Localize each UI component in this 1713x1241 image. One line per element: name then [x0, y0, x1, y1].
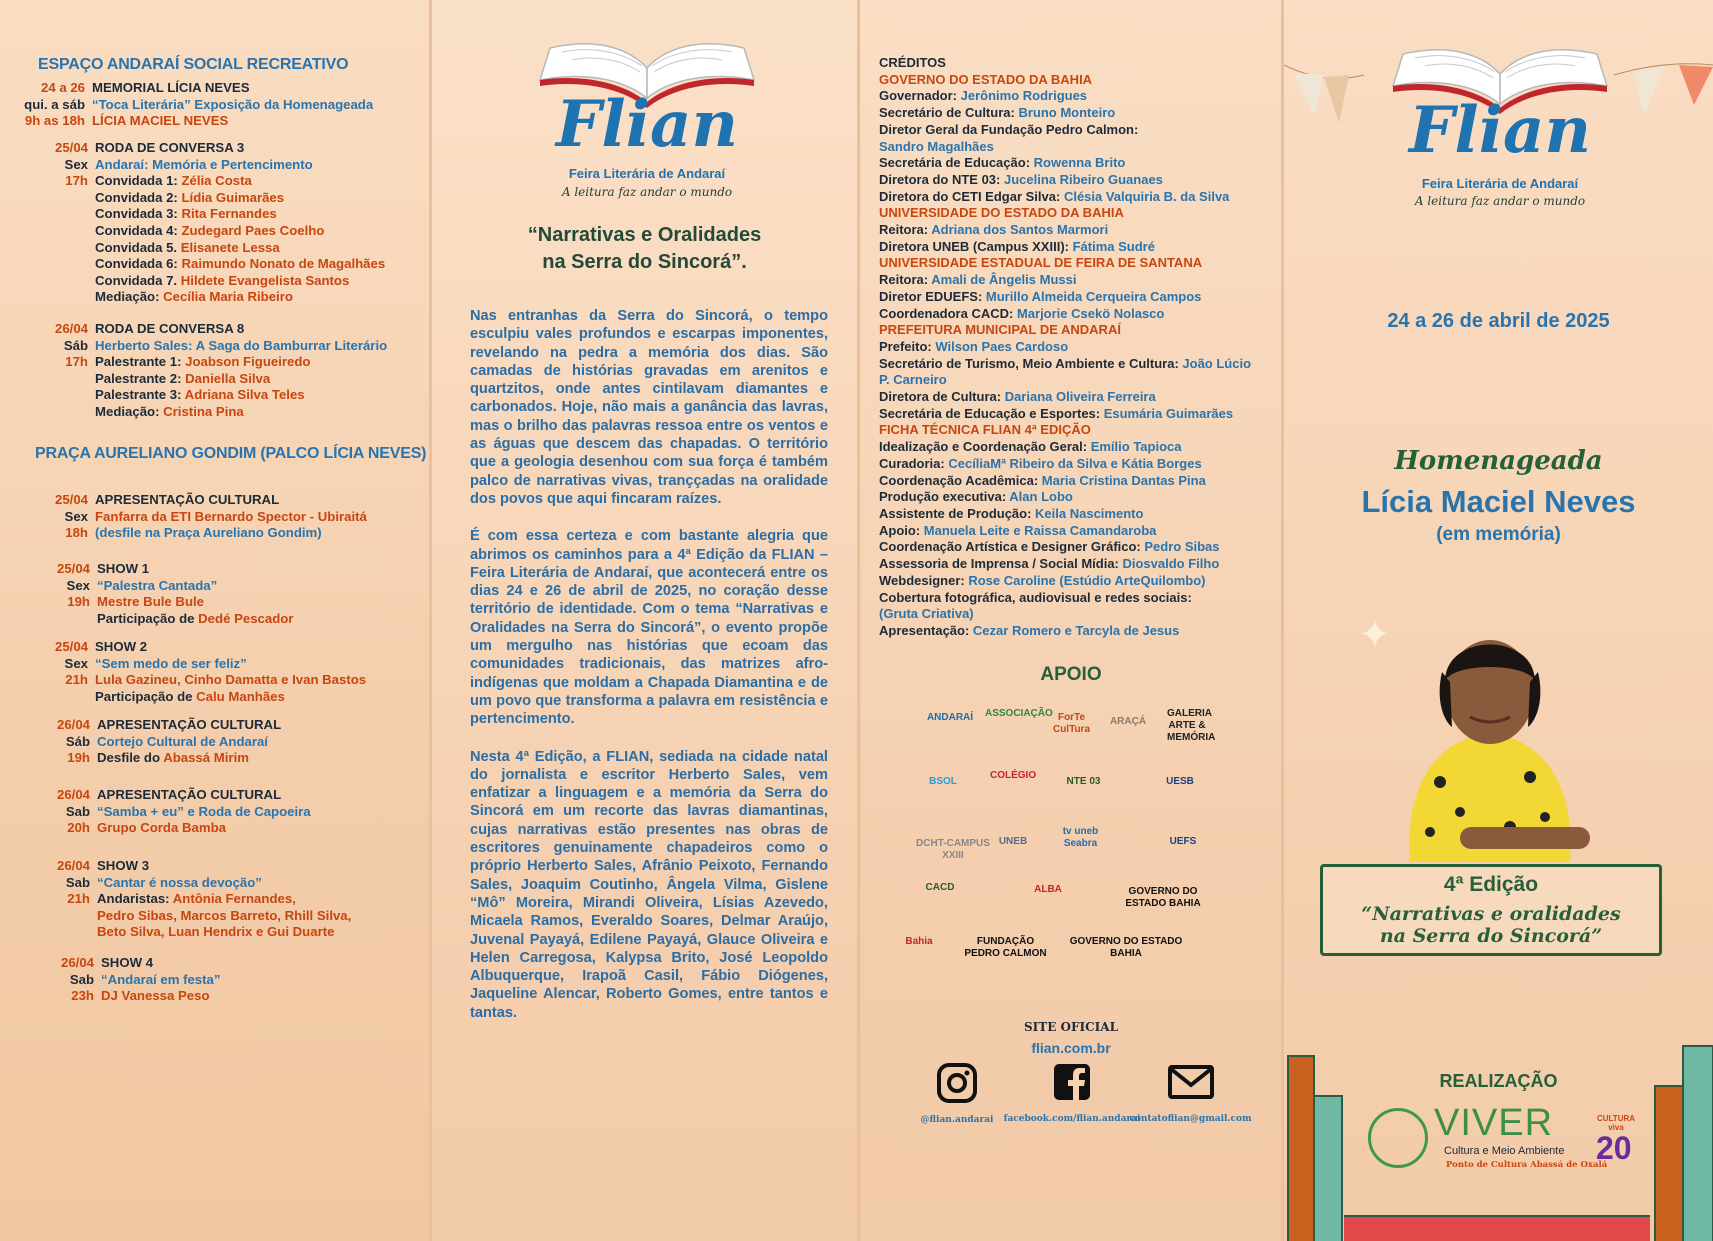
- event-line-label: Convidada 3:: [95, 206, 182, 222]
- event-line-value: Zélia Costa: [181, 173, 252, 189]
- sponsor-logo: GOVERNO DO ESTADO BAHIA: [1069, 936, 1183, 959]
- event-datetime: [0, 858, 90, 908]
- credit-line: [879, 222, 1274, 239]
- credit-role: Reitora:: [879, 272, 932, 288]
- credit-role: Secretário de Turismo, Meio Ambiente e Cultura:: [879, 355, 1183, 371]
- sponsor-logo: ARAÇÁ: [1109, 716, 1147, 727]
- event-day: Sex: [64, 156, 88, 172]
- event-date: 25/04: [54, 140, 88, 155]
- credit-line: [879, 439, 1274, 456]
- credit-role: Prefeito:: [879, 338, 936, 354]
- intro-text: [470, 307, 828, 1041]
- event-date: 25/04: [54, 639, 88, 654]
- event-line: Andaraí: Memória e Pertencimento: [95, 156, 313, 172]
- credit-role: Diretora de Cultura:: [879, 389, 1005, 405]
- credit-role: Apresentação:: [879, 622, 973, 638]
- credit-role: Secretária de Educação e Esportes:: [879, 405, 1104, 421]
- credit-role: Coordenação Artística e Designer Gráfico:: [879, 539, 1145, 555]
- event-details: [95, 321, 387, 421]
- instagram-icon: [936, 1062, 978, 1104]
- sponsor-logo: DCHT-CAMPUS XXIII: [916, 838, 990, 861]
- flian-logo-left: [532, 28, 762, 203]
- credit-role: Idealização e Coordenação Geral:: [879, 439, 1091, 455]
- event-line-value: Zudegard Paes Coelho: [181, 222, 325, 238]
- event-title: SHOW 3: [97, 858, 150, 873]
- event-line-label: Convidada 6:: [95, 256, 182, 272]
- flian-logo-subtitle: Feira Literária de Andaraí: [1421, 176, 1579, 191]
- credit-line: [879, 105, 1274, 122]
- credit-role: Reitora:: [879, 222, 932, 238]
- event-time: 18h: [65, 525, 88, 541]
- credit-name: Emílio Tapioca: [1090, 439, 1182, 455]
- flian-logo-text: Flian: [555, 87, 739, 162]
- event-line: [95, 173, 385, 190]
- credit-line: [879, 623, 1274, 640]
- facebook-icon: [1052, 1062, 1092, 1102]
- credit-line: [879, 289, 1274, 306]
- credit-line: [879, 272, 1274, 289]
- credit-role: Governador:: [879, 88, 961, 104]
- books-decoration-bottom: [1344, 1215, 1650, 1241]
- event-time: 19h: [67, 750, 90, 766]
- mail-icon: [1167, 1062, 1215, 1102]
- event-day: Sex: [64, 508, 88, 524]
- event-line-value: Elisanete Lessa: [180, 239, 280, 255]
- credit-line: [879, 339, 1274, 356]
- intro-paragraph: Nesta 4ª Edição, a FLIAN, sediada na cidade natal do jornalista e escritor Herberto Sales, vem enfatizar a linguagem e a memória da Serra do Sincorá em um recorte das lavras diamantinas, cujas narrativas estão presentes nas obras de escritores genuinamente chapadeiros como o próprio Herberto Sales, Afrânio Peixoto, Fernando Sales, Joaquim Coutinho, Ângela Vilma, Gislene “Mô” Moreira, Mirandi Oliveira, Lísias Azevedo, Micaela Ramos, Everaldo Soares, Delmar Araújo, Juvenal Payayá, Edilene Payayá, Glauce Oliveira e Helen Carregosa, Kalypsa Brito, José Leopoldo Albuquerque, Irapoã Casil, Fábio Diógenes, Jaqueline Alencar, Roberto Gomes, entre tantos e tantas.: [470, 748, 828, 1021]
- event-line: “Sem medo de ser feliz”: [95, 655, 247, 671]
- credit-line: P. Carneiro: [879, 372, 947, 388]
- credit-line: [879, 189, 1274, 206]
- event-datetime: [0, 787, 90, 837]
- event-date: 26/04: [60, 955, 94, 970]
- credit-line: [879, 88, 1274, 105]
- social-instagram[interactable]: [917, 1062, 997, 1125]
- realizacao-title: REALIZAÇÃO: [1439, 1071, 1558, 1091]
- event-line: Herberto Sales: A Saga do Bamburrar Literário: [95, 337, 388, 353]
- credit-name: Pedro Sibas: [1144, 539, 1220, 555]
- event-line: [95, 273, 385, 290]
- event-title: SHOW 2: [95, 639, 148, 654]
- schedule-event: [0, 140, 429, 306]
- credit-name: Cezar Romero e Tarcyla de Jesus: [972, 622, 1180, 638]
- event-line: [95, 206, 385, 223]
- credit-line: [879, 590, 1274, 607]
- event-line-value: Joabson Figueiredo: [185, 354, 311, 370]
- sponsor-logo: CACD: [925, 882, 955, 893]
- event-details: [95, 639, 366, 705]
- credit-line: UNIVERSIDADE DO ESTADO DA BAHIA: [879, 205, 1124, 221]
- credit-name: Murillo Almeida Cerqueira Campos: [985, 288, 1202, 304]
- credit-role: Cobertura fotográfica, audiovisual e redes sociais:: [879, 589, 1192, 605]
- honoree-label: Homenageada: [1394, 446, 1603, 476]
- credit-line: [879, 523, 1274, 540]
- social-facebook[interactable]: [1002, 1062, 1142, 1124]
- viver-logo-ponto: Ponto de Cultura Abassá de Oxalá: [1446, 1160, 1608, 1170]
- credit-name: Rose Caroline (Estúdio ArteQuilombo): [968, 572, 1206, 588]
- sponsor-logo: FUNDAÇÃO PEDRO CALMON: [964, 936, 1047, 959]
- credit-name: Rowenna Brito: [1033, 155, 1126, 171]
- event-line: [95, 256, 385, 273]
- event-line: “Palestra Cantada”: [97, 577, 218, 593]
- edition-theme-line1: “Narrativas e oralidades: [1361, 903, 1621, 925]
- edition-theme-line2: na Serra do Sincorá”: [1379, 925, 1603, 947]
- schedule-event: [0, 955, 429, 1005]
- credit-role: Secretário de Cultura:: [879, 105, 1019, 121]
- intro-subtitle-line2: na Serra do Sincorá”.: [542, 251, 747, 273]
- credit-line: [879, 389, 1274, 406]
- event-title: APRESENTAÇÃO CULTURAL: [97, 787, 282, 802]
- event-line: “Andaraí em festa”: [101, 971, 221, 987]
- credit-name: Alan Lobo: [1009, 489, 1073, 505]
- event-line: [95, 289, 385, 306]
- event-time: 23h: [71, 988, 94, 1004]
- site-url-link[interactable]: flian.com.br: [1031, 1040, 1111, 1056]
- event-day: qui. a sáb: [24, 96, 85, 112]
- credit-name: Maria Cristina Dantas Pina: [1041, 472, 1206, 488]
- event-details: [97, 717, 281, 767]
- flian-logo-text: Flian: [1408, 93, 1592, 168]
- credit-line: FICHA TÉCNICA FLIAN 4ª EDIÇÃO: [879, 422, 1091, 438]
- event-time: 21h: [65, 672, 88, 688]
- credit-line: [879, 155, 1274, 172]
- schedule-event: [0, 561, 429, 627]
- credit-line: [879, 539, 1274, 556]
- sponsor-logo: ForTe CulTura: [1052, 712, 1091, 735]
- event-line-value: Abassá Mirim: [163, 750, 249, 766]
- event-details: [101, 955, 220, 1005]
- credit-name: Manuela Leite e Raissa Camandaroba: [923, 522, 1157, 538]
- credit-name: Keila Nascimento: [1035, 505, 1144, 521]
- event-date: 25/04: [54, 492, 88, 507]
- facebook-url: facebook.com/flian.andarai: [1003, 1114, 1141, 1124]
- event-line-label: Convidada 1:: [95, 173, 182, 189]
- event-line-label: Palestrante 1:: [95, 354, 186, 370]
- credit-name: Bruno Monteiro: [1018, 105, 1116, 121]
- credit-role: Diretora UNEB (Campus XXIII):: [879, 238, 1073, 254]
- event-date: 26/04: [54, 321, 88, 336]
- event-line: [95, 387, 387, 404]
- credit-line: UNIVERSIDADE ESTADUAL DE FEIRA DE SANTANA: [879, 255, 1203, 271]
- sponsor-logo: UESB: [1166, 776, 1194, 787]
- event-line: [95, 689, 366, 706]
- credit-line: [879, 573, 1274, 590]
- event-title: RODA DE CONVERSA 3: [95, 140, 245, 155]
- credit-role: Assessoria de Imprensa / Social Mídia:: [879, 556, 1123, 572]
- apoio-title: APOIO: [1040, 664, 1102, 685]
- event-datetime: [0, 717, 90, 767]
- credit-name: Clésia Valquiria B. da Silva: [1063, 188, 1230, 204]
- credit-name: Fátima Sudré: [1072, 238, 1155, 254]
- schedule-event: [0, 492, 429, 542]
- social-email[interactable]: [1128, 1062, 1253, 1124]
- sponsor-logo: UNEB: [998, 836, 1028, 847]
- event-details: [95, 492, 367, 542]
- section-title-espaco: ESPAÇO ANDARAÍ SOCIAL RECREATIVO: [38, 56, 349, 73]
- credit-line: (Gruta Criativa): [879, 606, 974, 622]
- event-line-label: Desfile do: [97, 750, 164, 766]
- sponsor-logo: GALERIA ARTE & MEMÓRIA: [1167, 708, 1216, 743]
- credit-line: [879, 306, 1274, 323]
- credit-role: Produção executiva:: [879, 489, 1010, 505]
- event-line-value: Cristina Pina: [163, 403, 244, 419]
- credit-line: Sandro Magalhães: [879, 138, 994, 154]
- honoree-name: Lícia Maciel Neves: [1361, 484, 1636, 519]
- credit-name: João Lúcio: [1182, 355, 1252, 371]
- event-time: 19h: [67, 594, 90, 610]
- event-line: Fanfarra da ETI Bernardo Spector - Ubiraitá: [95, 508, 367, 524]
- credit-role: Curadoria:: [879, 455, 949, 471]
- edition-theme: [1323, 903, 1659, 947]
- viver-logo: [1366, 1100, 1636, 1180]
- sparkle-icon: ✦: [1358, 613, 1392, 657]
- event-line: (desfile na Praça Aureliano Gondim): [95, 525, 322, 541]
- schedule-event: [0, 321, 429, 421]
- credit-line: [879, 239, 1274, 256]
- event-datetime: [0, 321, 88, 371]
- event-day: Sáb: [65, 733, 90, 749]
- event-title: SHOW 4: [101, 955, 154, 970]
- sponsor-logo: tv uneb Seabra: [1062, 826, 1099, 849]
- credit-name: Wilson Paes Cardoso: [935, 338, 1069, 354]
- twenty-years-logo: 20: [1596, 1130, 1632, 1166]
- credit-line: [879, 473, 1274, 490]
- event-line-value: Daniella Silva: [185, 370, 271, 386]
- event-line-value: Antônia Fernandes,: [172, 891, 296, 907]
- event-date: 25/04: [56, 561, 90, 576]
- cultura-viva-logo: CULTURA viva: [1596, 1114, 1636, 1132]
- intro-paragraph: Nas entranhas da Serra do Sincorá, o tempo esculpiu vales profundos e escarpas imponentes, revelando na pedra a memória dos dias. São camadas de histórias gravadas em arenitos e quartzitos, onde antes cintilavam diamantes e carbonados. Hoje, não mais a ganância das lavras, mas o brilho das palavras ressoa entre os ventos e as águas que descem das chapadas. O território que a geologia desenhou com sua força é também palco de narrativas vivas, tranççadas na oralidade dos povos que aqui fincaram raízes.: [470, 308, 828, 507]
- event-line: [95, 190, 385, 207]
- credit-line: [879, 489, 1274, 506]
- site-label: SITE OFICIAL: [1023, 1020, 1119, 1034]
- flian-logo-tagline: A leitura faz andar o mundo: [1414, 194, 1586, 208]
- section-title-praca: PRAÇA AURELIANO GONDIM (PALCO LÍCIA NEVES): [35, 445, 427, 462]
- event-title: SHOW 1: [97, 561, 150, 576]
- credit-name: CecíliaMª Ribeiro da Silva e Kátia Borges: [948, 455, 1202, 471]
- flian-logo-cover: [1385, 34, 1615, 214]
- event-day: Sex: [66, 577, 90, 593]
- event-line-value: Dedé Pescador: [198, 610, 294, 626]
- event-time: 17h: [65, 173, 88, 189]
- event-line-value: Rita Fernandes: [181, 206, 277, 222]
- sponsor-logo: Bahia: [905, 936, 933, 947]
- event-day: Sab: [65, 874, 90, 890]
- schedule-event: [0, 787, 429, 837]
- credit-line: [879, 122, 1274, 139]
- event-line: DJ Vanessa Peso: [101, 988, 210, 1004]
- event-line: Cortejo Cultural de Andaraí: [97, 733, 268, 749]
- event-line: “Samba + eu” e Roda de Capoeira: [97, 803, 311, 819]
- flian-logo-tagline: A leitura faz andar o mundo: [561, 185, 733, 199]
- event-line: “Toca Literária” Exposição da Homenageada: [92, 96, 374, 112]
- event-line-label: Convidada 4:: [95, 222, 182, 238]
- event-line: [97, 891, 351, 908]
- sponsor-logo: GOVERNO DO ESTADO BAHIA: [1125, 886, 1201, 909]
- credit-role: Webdesigner:: [879, 572, 969, 588]
- edition-label: 4ª Edição: [1443, 873, 1539, 896]
- credit-line: [879, 506, 1274, 523]
- sponsor-logo: UEFS: [1169, 836, 1197, 847]
- event-line: Mestre Bule Bule: [97, 594, 204, 610]
- event-day: Sáb: [63, 337, 88, 353]
- event-line: Pedro Sibas, Marcos Barreto, Rhill Silva,: [97, 907, 352, 923]
- event-time: 9h as 18h: [24, 113, 85, 129]
- credit-name: Marjorie Csekö Nolasco: [1016, 305, 1165, 321]
- schedule-event: [0, 717, 429, 767]
- credits-block: [879, 55, 1274, 640]
- credit-role: Apoio:: [879, 522, 924, 538]
- event-line: [95, 404, 387, 421]
- credit-name: Jucelina Ribeiro Guanaes: [1003, 171, 1163, 187]
- event-line: [97, 611, 293, 628]
- sponsor-logo: BSOL: [929, 776, 957, 787]
- festival-dates: 24 a 26 de abril de 2025: [1387, 310, 1610, 332]
- event-line-label: Participação de: [95, 688, 197, 704]
- event-line-value: Hildete Evangelista Santos: [180, 272, 350, 288]
- credit-line: GOVERNO DO ESTADO DA BAHIA: [879, 71, 1093, 87]
- fold-line: [857, 0, 860, 1241]
- event-line: [95, 240, 385, 257]
- sponsor-logo: COLÉGIO: [990, 770, 1037, 781]
- sponsor-logo: ALBA: [1034, 884, 1062, 895]
- schedule-event: [0, 639, 429, 705]
- event-line: Lula Gazineu, Cinho Damatta e Ivan Bastos: [95, 672, 367, 688]
- event-title: MEMORIAL LÍCIA NEVES: [92, 80, 250, 95]
- credit-name: Amali de Ângelis Mussi: [931, 272, 1077, 288]
- intro-paragraph: É com essa certeza e com bastante alegria que abrimos os caminhos para a 4ª Edição da FLIAN – Feira Literária de Andaraí, que acontecerá entre os dias 24 e 26 de abril de 2025, no coração desse território de identidade. Com o tema “Narrativas e Oralidades na Serra do Sincorá”, o evento propõe um mergulho nas histórias que ecoam das comunidades tradicionais, das matrizes afro-indígenas que moldam a Chapada Diamantina e de um povo que transforma a palavra em resistência e pertencimento.: [470, 528, 828, 728]
- event-title: APRESENTAÇÃO CULTURAL: [97, 717, 282, 732]
- honoree-note: (em memória): [1436, 524, 1561, 545]
- credit-role: Coordenadora CACD:: [879, 305, 1017, 321]
- event-date: 26/04: [56, 858, 90, 873]
- viver-logo-text: VIVER: [1434, 1102, 1554, 1144]
- credit-role: Coordenação Acadêmica:: [879, 472, 1042, 488]
- event-line-value: Calu Manhães: [196, 688, 285, 704]
- credit-role: Diretora do NTE 03:: [879, 171, 1004, 187]
- event-datetime: [0, 639, 88, 689]
- credit-role: Diretor EDUEFS:: [879, 288, 986, 304]
- event-time: 21h: [67, 891, 90, 907]
- event-details: [92, 80, 373, 130]
- event-details: [97, 787, 311, 837]
- viver-logo-subtitle: Cultura e Meio Ambiente: [1444, 1145, 1565, 1157]
- event-line: [95, 223, 385, 240]
- event-datetime: [0, 492, 88, 542]
- event-line-label: Palestrante 2:: [95, 370, 186, 386]
- event-line: LÍCIA MACIEL NEVES: [92, 113, 229, 129]
- event-title: APRESENTAÇÃO CULTURAL: [95, 492, 280, 507]
- event-line-label: Convidada 5.: [95, 239, 181, 255]
- credit-name: Adriana dos Santos Marmori: [931, 222, 1109, 238]
- credit-line: [879, 556, 1274, 573]
- viver-tree-icon: [1368, 1108, 1428, 1168]
- credit-line: [879, 456, 1274, 473]
- honoree-photo: [1390, 612, 1590, 862]
- event-line-label: Participação de: [97, 610, 199, 626]
- event-datetime: [0, 561, 90, 611]
- event-title: RODA DE CONVERSA 8: [95, 321, 245, 336]
- event-line-value: Cecília Maria Ribeiro: [163, 289, 293, 305]
- schedule-event: [0, 858, 429, 941]
- event-line: [95, 354, 387, 371]
- credit-role: Secretária de Educação:: [879, 155, 1034, 171]
- credit-role: Diretora do CETI Edgar Silva:: [879, 188, 1064, 204]
- event-line-value: Raimundo Nonato de Magalhães: [181, 256, 386, 272]
- event-line: [95, 371, 387, 388]
- credit-name: Jerônimo Rodrigues: [960, 88, 1088, 104]
- event-details: [97, 561, 293, 627]
- event-line-label: Andaristas:: [97, 891, 173, 907]
- event-date: 24 a 26: [41, 80, 85, 95]
- event-line-label: Convidada 7.: [95, 272, 181, 288]
- credits-title: CRÉDITOS: [879, 55, 946, 70]
- edition-frame: [1320, 864, 1662, 956]
- intro-subtitle-line1: “Narrativas e Oralidades: [527, 224, 762, 246]
- event-line: Beto Silva, Luan Hendrix e Gui Duarte: [97, 924, 335, 940]
- credit-line: [879, 172, 1274, 189]
- credit-line: [879, 356, 1274, 373]
- event-line: [97, 750, 281, 767]
- event-line: “Cantar é nossa devoção”: [97, 874, 262, 890]
- schedule-event: [0, 80, 429, 130]
- event-datetime: [0, 80, 85, 130]
- event-line: Grupo Corda Bamba: [97, 820, 226, 836]
- flian-logo-subtitle: Feira Literária de Andaraí: [568, 166, 726, 181]
- event-line-value: Adriana Silva Teles: [184, 387, 305, 403]
- sponsor-logo: NTE 03: [1066, 776, 1101, 787]
- event-line-label: Mediação:: [95, 403, 164, 419]
- credit-name: Diosvaldo Filho: [1122, 556, 1220, 572]
- event-day: Sex: [64, 655, 88, 671]
- event-time: 20h: [67, 820, 90, 836]
- instagram-handle: @flian.andarai: [920, 1115, 994, 1125]
- credit-role: Assistente de Produção:: [879, 505, 1036, 521]
- credit-line: [879, 406, 1274, 423]
- email-address: contatoflian@gmail.com: [1129, 1114, 1252, 1124]
- event-details: [97, 858, 351, 941]
- sponsor-logo: ASSOCIAÇÃO: [985, 708, 1053, 719]
- event-day: Sab: [65, 803, 90, 819]
- event-date: 26/04: [56, 717, 90, 732]
- credit-role: Diretor Geral da Fundação Pedro Calmon:: [879, 121, 1139, 137]
- event-datetime: [0, 140, 88, 190]
- intro-subtitle: [432, 222, 857, 276]
- event-line-value: Lídia Guimarães: [181, 189, 285, 205]
- event-line-label: Mediação:: [95, 289, 164, 305]
- event-time: 17h: [65, 354, 88, 370]
- credit-line: PREFEITURA MUNICIPAL DE ANDARAÍ: [879, 322, 1121, 338]
- credit-name: Esumária Guimarães: [1103, 405, 1234, 421]
- event-datetime: [0, 955, 94, 1005]
- event-line-label: Palestrante 3:: [95, 387, 185, 403]
- sponsor-logo: ANDARAÍ: [926, 712, 974, 723]
- credit-name: Dariana Oliveira Ferreira: [1004, 389, 1156, 405]
- event-date: 26/04: [56, 787, 90, 802]
- event-line-label: Convidada 2:: [95, 189, 182, 205]
- event-day: Sab: [69, 971, 94, 987]
- event-details: [95, 140, 385, 306]
